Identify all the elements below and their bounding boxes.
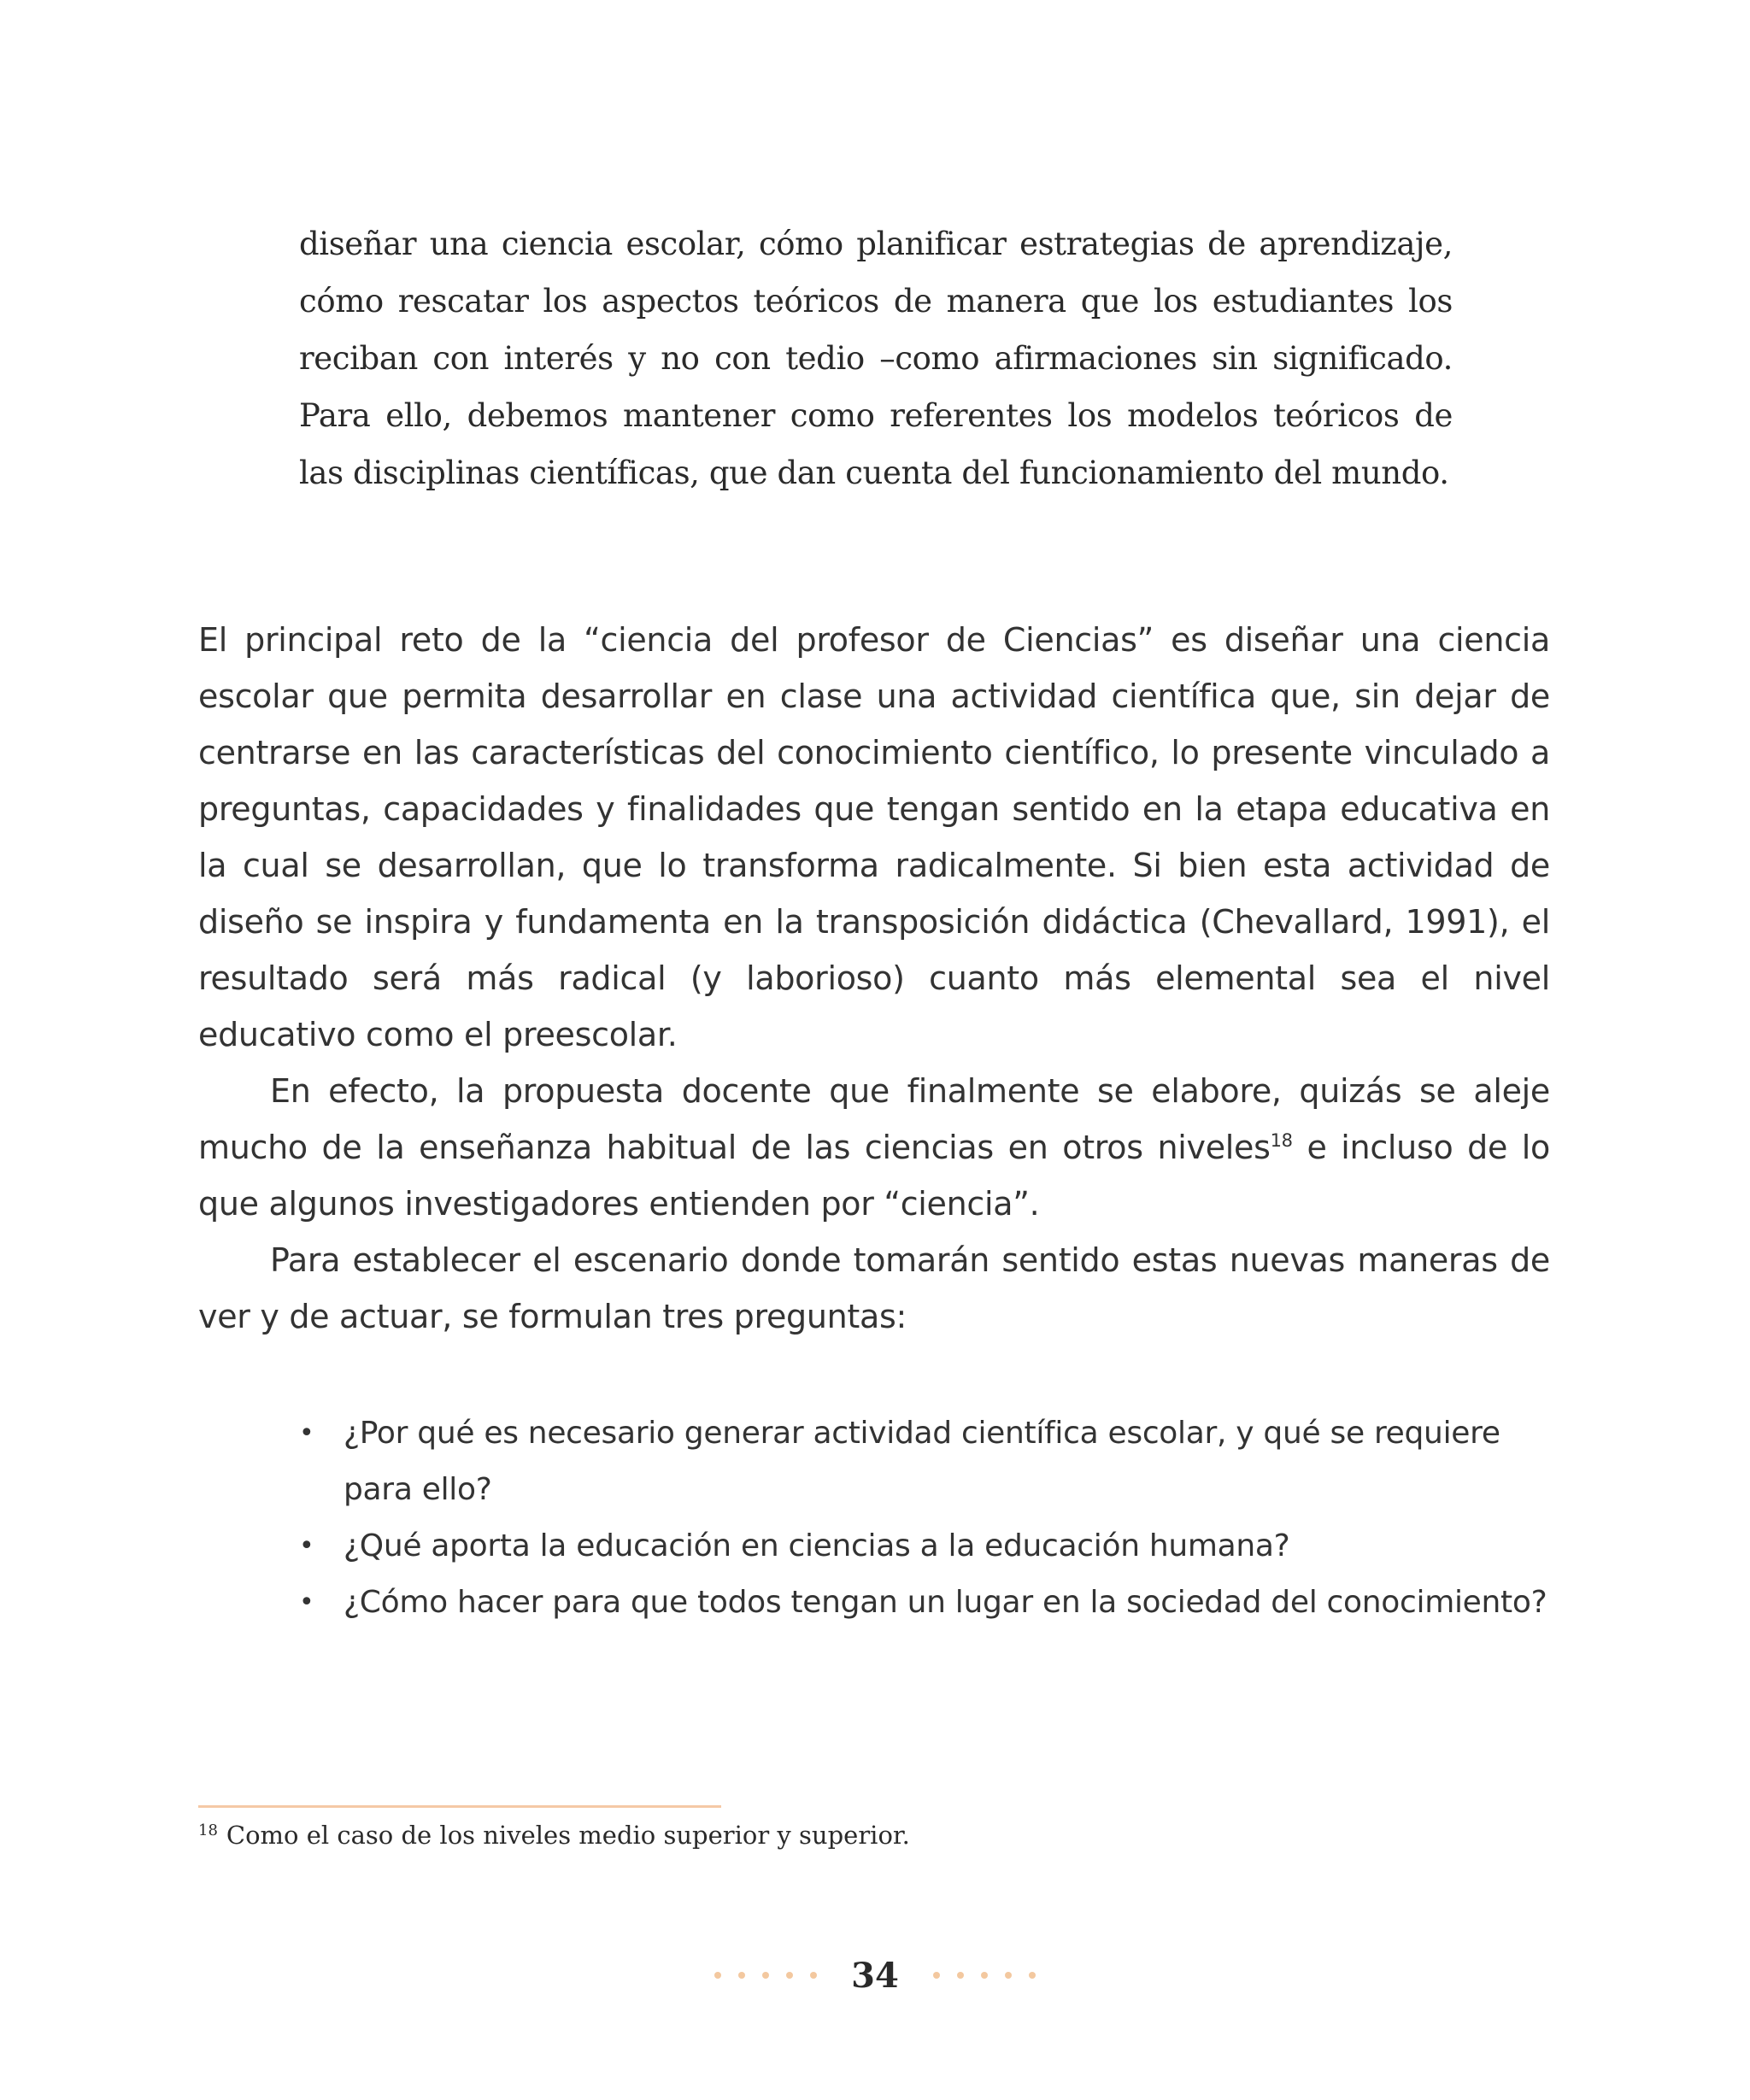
dot-icon (1005, 1972, 1012, 1979)
bullet-icon: • (299, 1531, 314, 1561)
footnote (198, 1818, 1395, 1852)
left-dot-ornament (714, 1972, 817, 1979)
page-number: 34 (851, 1955, 899, 1996)
question-text: ¿Por qué es necesario generar actividad científica escolar, y qué se requiere para ello? (344, 1416, 1500, 1507)
body-paragraph-1: El principal reto de la “ciencia del profesor de Ciencias” es diseñar una ciencia escolar que permita desarrollar en clase una actividad científica que, sin dejar de centrarse en las características del conocimiento científico, lo presente vinculado a preguntas, capacidades y finalidades que tengan sentido en la etapa educativa en la cual se desarrollan, que lo transforma radicalmente. Si bien esta actividad de diseño se inspira y fundamenta en la transposición didáctica (Chevallard, 1991), el resultado será más radical (y laborioso) cuanto más elemental sea el nivel educativo como el preescolar. (198, 621, 1550, 1053)
right-dot-ornament (933, 1972, 1036, 1979)
page-footer (0, 1950, 1750, 2001)
dot-icon (786, 1972, 793, 1979)
dot-icon (957, 1972, 964, 1979)
body-paragraph-2 (198, 1063, 1550, 1232)
dot-icon (810, 1972, 817, 1979)
footnote-number: 18 (198, 1821, 218, 1839)
footnote-reference[interactable]: 18 (1270, 1130, 1293, 1151)
dot-icon (1029, 1972, 1036, 1979)
dot-icon (762, 1972, 769, 1979)
list-item (299, 1575, 1550, 1631)
list-item (299, 1518, 1550, 1575)
list-item (299, 1405, 1550, 1518)
bullet-icon: • (299, 1587, 314, 1617)
footnote-divider (198, 1805, 721, 1808)
dot-icon (933, 1972, 940, 1979)
dot-icon (981, 1972, 988, 1979)
dot-icon (714, 1972, 721, 1979)
question-text: ¿Qué aporta la educación en ciencias a la educación humana? (344, 1528, 1290, 1563)
body-text (198, 612, 1550, 1345)
bullet-icon: • (299, 1418, 314, 1448)
indented-quote: diseñar una ciencia escolar, cómo planificar estrategias de aprendizaje, cómo rescatar los aspectos teóricos de manera que los estudiantes los reciban con interés y no con tedio –como afirmaciones sin significado. Para ello, debemos mantener como referentes los modelos teóricos de las disciplinas científicas, que dan cuenta del funcionamiento del mundo. (299, 226, 1453, 491)
question-text: ¿Cómo hacer para que todos tengan un lugar en la sociedad del conocimiento? (344, 1585, 1547, 1620)
body-paragraph-3: Para establecer el escenario donde tomarán sentido estas nuevas maneras de ver y de actuar, se formulan tres preguntas: (198, 1241, 1550, 1335)
dot-icon (738, 1972, 745, 1979)
question-list (299, 1405, 1550, 1631)
body-paragraph-2-text-end: e incluso de lo que algunos investigadores entienden por “ciencia”. (198, 1129, 1550, 1223)
footnote-text: Como el caso de los niveles medio superior y superior. (226, 1821, 910, 1850)
body-paragraph-2-text: En efecto, la propuesta docente que finalmente se elabore, quizás se aleje mucho de la enseñanza habitual de las ciencias en otros niveles (198, 1072, 1550, 1166)
